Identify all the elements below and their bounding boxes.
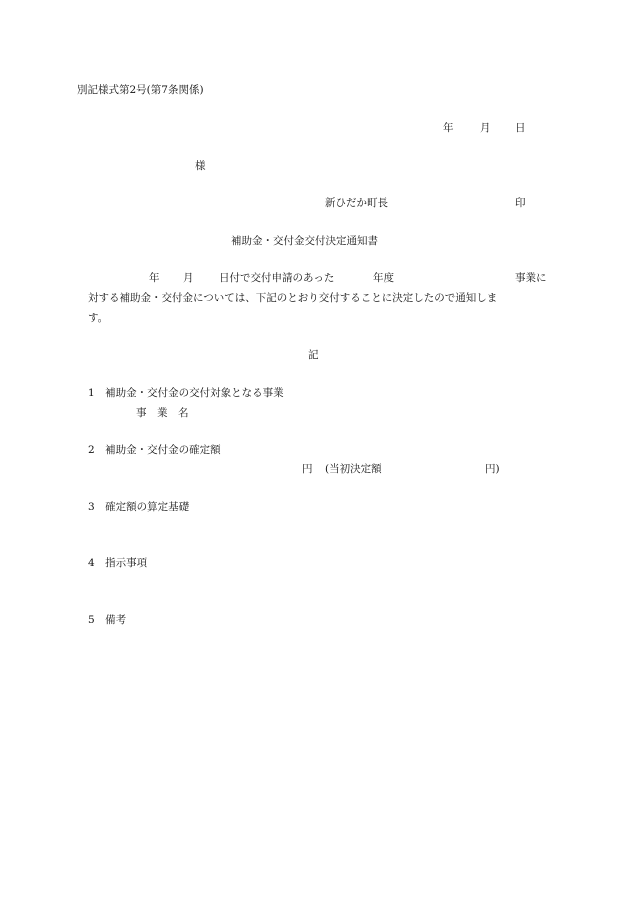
body-line-3: す。 xyxy=(88,312,109,324)
form-label: 別記様式第2号(第7条関係) xyxy=(77,84,204,96)
body-month: 月 xyxy=(183,272,194,284)
document-title: 補助金・交付金交付決定通知書 xyxy=(231,235,378,247)
item-1-project-name-label: 事 業 名 xyxy=(136,407,189,419)
item-5-title: 5 備考 xyxy=(88,614,127,626)
body-line-2: 対する補助金・交付金については、下記のとおり交付することに決定したので通知しま xyxy=(88,292,498,304)
date-month: 月 xyxy=(480,122,491,134)
issuer-name: 新ひだか町長 xyxy=(325,197,388,209)
issuer-seal: 印 xyxy=(515,197,526,209)
addressee-honorific: 様 xyxy=(195,160,206,172)
item-2-initial-amount-yen: 円) xyxy=(485,463,500,475)
item-1-title: 1 補助金・交付金の交付対象となる事業 xyxy=(88,387,284,399)
body-project: 事業に xyxy=(515,272,547,284)
ki-heading: 記 xyxy=(308,349,319,361)
item-3-title: 3 確定額の算定基礎 xyxy=(88,501,190,513)
item-2-title: 2 補助金・交付金の確定額 xyxy=(88,444,221,456)
body-year: 年 xyxy=(149,272,160,284)
body-application-text: 日付で交付申請のあった xyxy=(219,272,335,284)
date-day: 日 xyxy=(515,122,526,134)
date-year: 年 xyxy=(443,122,454,134)
item-4-title: 4 指示事項 xyxy=(88,557,148,569)
body-fiscal-year: 年度 xyxy=(373,272,394,284)
item-2-yen: 円 xyxy=(302,463,313,475)
item-2-initial-amount-label: (当初決定額 xyxy=(325,463,382,475)
